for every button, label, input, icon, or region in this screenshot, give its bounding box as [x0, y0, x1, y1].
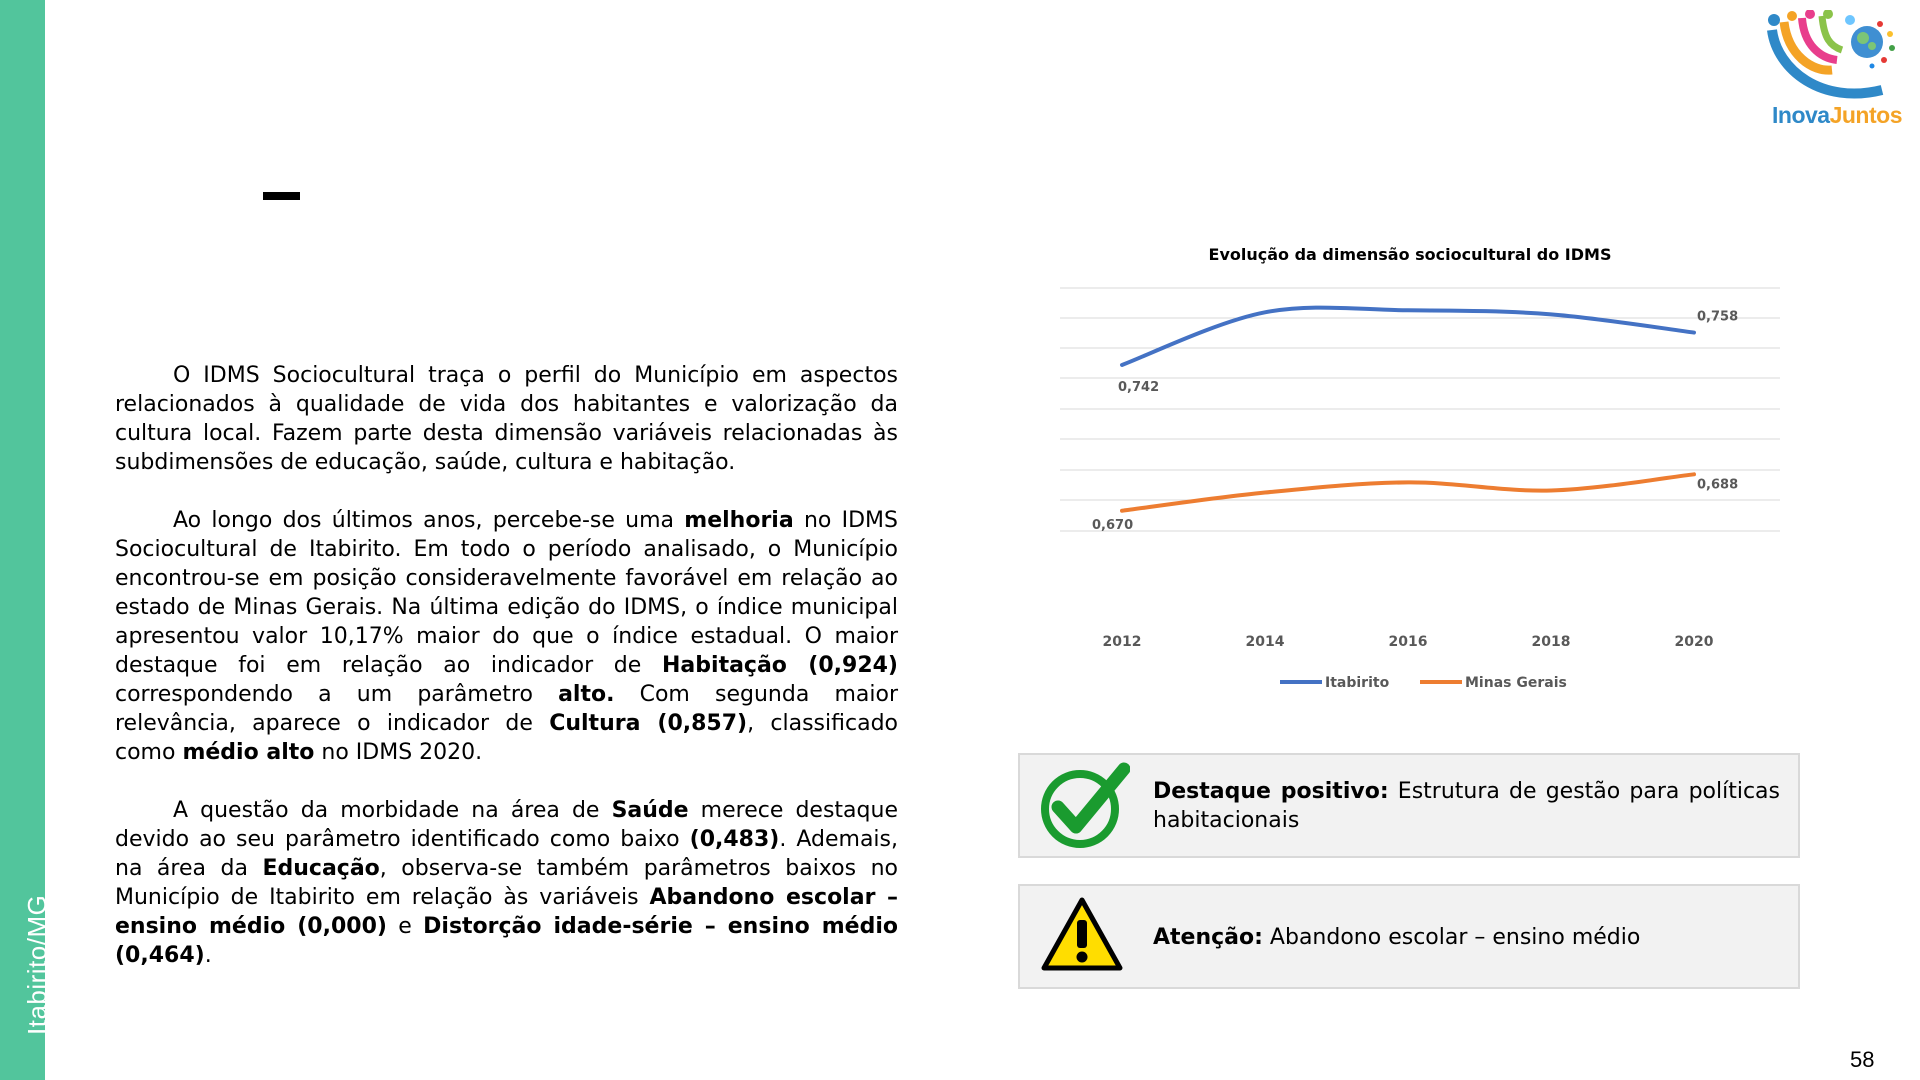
x-tick-label: 2020	[1674, 634, 1714, 650]
text-run: , observa-se também parâmetros baixos no Município de Itabirito em relação às variáveis	[115, 856, 898, 910]
paragraph-1: O IDMS Sociocultural traça o perfil do Município em aspectos relacionados à qualidade de vida dos habitantes e valorização da cultura local. Fazem parte desta dimensão variáveis relacionadas às subdimensões de educação, saúde, cultura e habitação.	[115, 363, 898, 475]
text-run: no IDMS Sociocultural de Itabirito. Em todo o período analisado, o Município encontrou-se em posição consideravelmente favorável em relação ao estado de Minas Gerais. Na última edição do IDMS, o índice municipal apresentou valor 10,17% maior do que o índice estadual. O maior destaque foi em relação ao indicador de	[115, 508, 898, 678]
sidebar-label: Itabirito/MG	[22, 894, 52, 1035]
x-tick-label: 2012	[1102, 634, 1142, 650]
x-tick-label: 2018	[1531, 634, 1571, 650]
bold-run: alto.	[558, 682, 615, 707]
chart-svg	[1010, 230, 1810, 710]
text-run: e	[386, 914, 424, 939]
text-run: Ao longo dos últimos anos, percebe-se uma	[173, 508, 685, 533]
text-run: , classificado como	[115, 711, 898, 765]
series-line-minas-gerais	[1122, 474, 1694, 510]
logo-graphic	[1762, 10, 1912, 105]
x-tick-label: 2014	[1245, 634, 1285, 650]
check-icon	[1038, 761, 1130, 849]
legend-label: Itabirito	[1325, 675, 1390, 691]
data-label: 0,670	[1092, 517, 1134, 533]
bold-run: Saúde	[611, 798, 689, 823]
sidebar	[0, 0, 52, 1080]
text-run: merece destaque devido ao seu parâmetro identificado como baixo	[115, 798, 898, 852]
bold-run: Distorção idade-série – ensino médio (0,464)	[115, 914, 898, 968]
bold-run: Educação	[262, 856, 380, 881]
bold-run: Cultura (0,857)	[549, 711, 748, 736]
positive-highlight-box	[1018, 753, 1800, 858]
bold-run: melhoria	[684, 508, 794, 533]
series-line-itabirito	[1122, 308, 1694, 365]
data-label: 0,688	[1697, 477, 1739, 493]
x-tick-label: 2016	[1388, 634, 1428, 650]
attention-box	[1018, 884, 1800, 989]
bold-run: (0,483)	[689, 827, 780, 852]
bold-run: médio alto	[182, 740, 315, 765]
text-run: A questão da morbidade na área de	[173, 798, 612, 823]
paragraph-2	[115, 506, 898, 767]
data-label: 0,742	[1118, 379, 1160, 395]
title-dash	[263, 192, 300, 200]
body-text	[115, 361, 898, 999]
idms-line-chart	[1010, 230, 1810, 710]
inovajuntos-logo	[1762, 10, 1912, 136]
attention-text: Atenção: Abandono escolar – ensino médio	[1153, 925, 1641, 950]
text-run: no IDMS 2020.	[314, 740, 483, 765]
chart-title: Evolução da dimensão sociocultural do IDMS	[1208, 245, 1612, 264]
logo-wordmark: InovaJuntos	[1772, 102, 1902, 128]
bold-run: Abandono escolar – ensino médio (0,000)	[115, 885, 899, 939]
page-number: 58	[1850, 1047, 1875, 1072]
warning-icon	[1040, 896, 1124, 974]
legend-label: Minas Gerais	[1465, 675, 1567, 691]
positive-highlight-text: Destaque positivo: Estrutura de gestão para políticas habitacionais	[1153, 779, 1780, 833]
text-run: Com segunda maior relevância, aparece o indicador de	[115, 682, 898, 736]
text-run: . Ademais, na área da	[115, 827, 898, 881]
data-label: 0,758	[1697, 309, 1739, 325]
text-run: .	[204, 943, 212, 968]
paragraph-3	[115, 796, 898, 970]
text-run: correspondendo a um parâmetro	[115, 682, 559, 707]
bold-run: Habitação (0,924)	[662, 653, 898, 678]
